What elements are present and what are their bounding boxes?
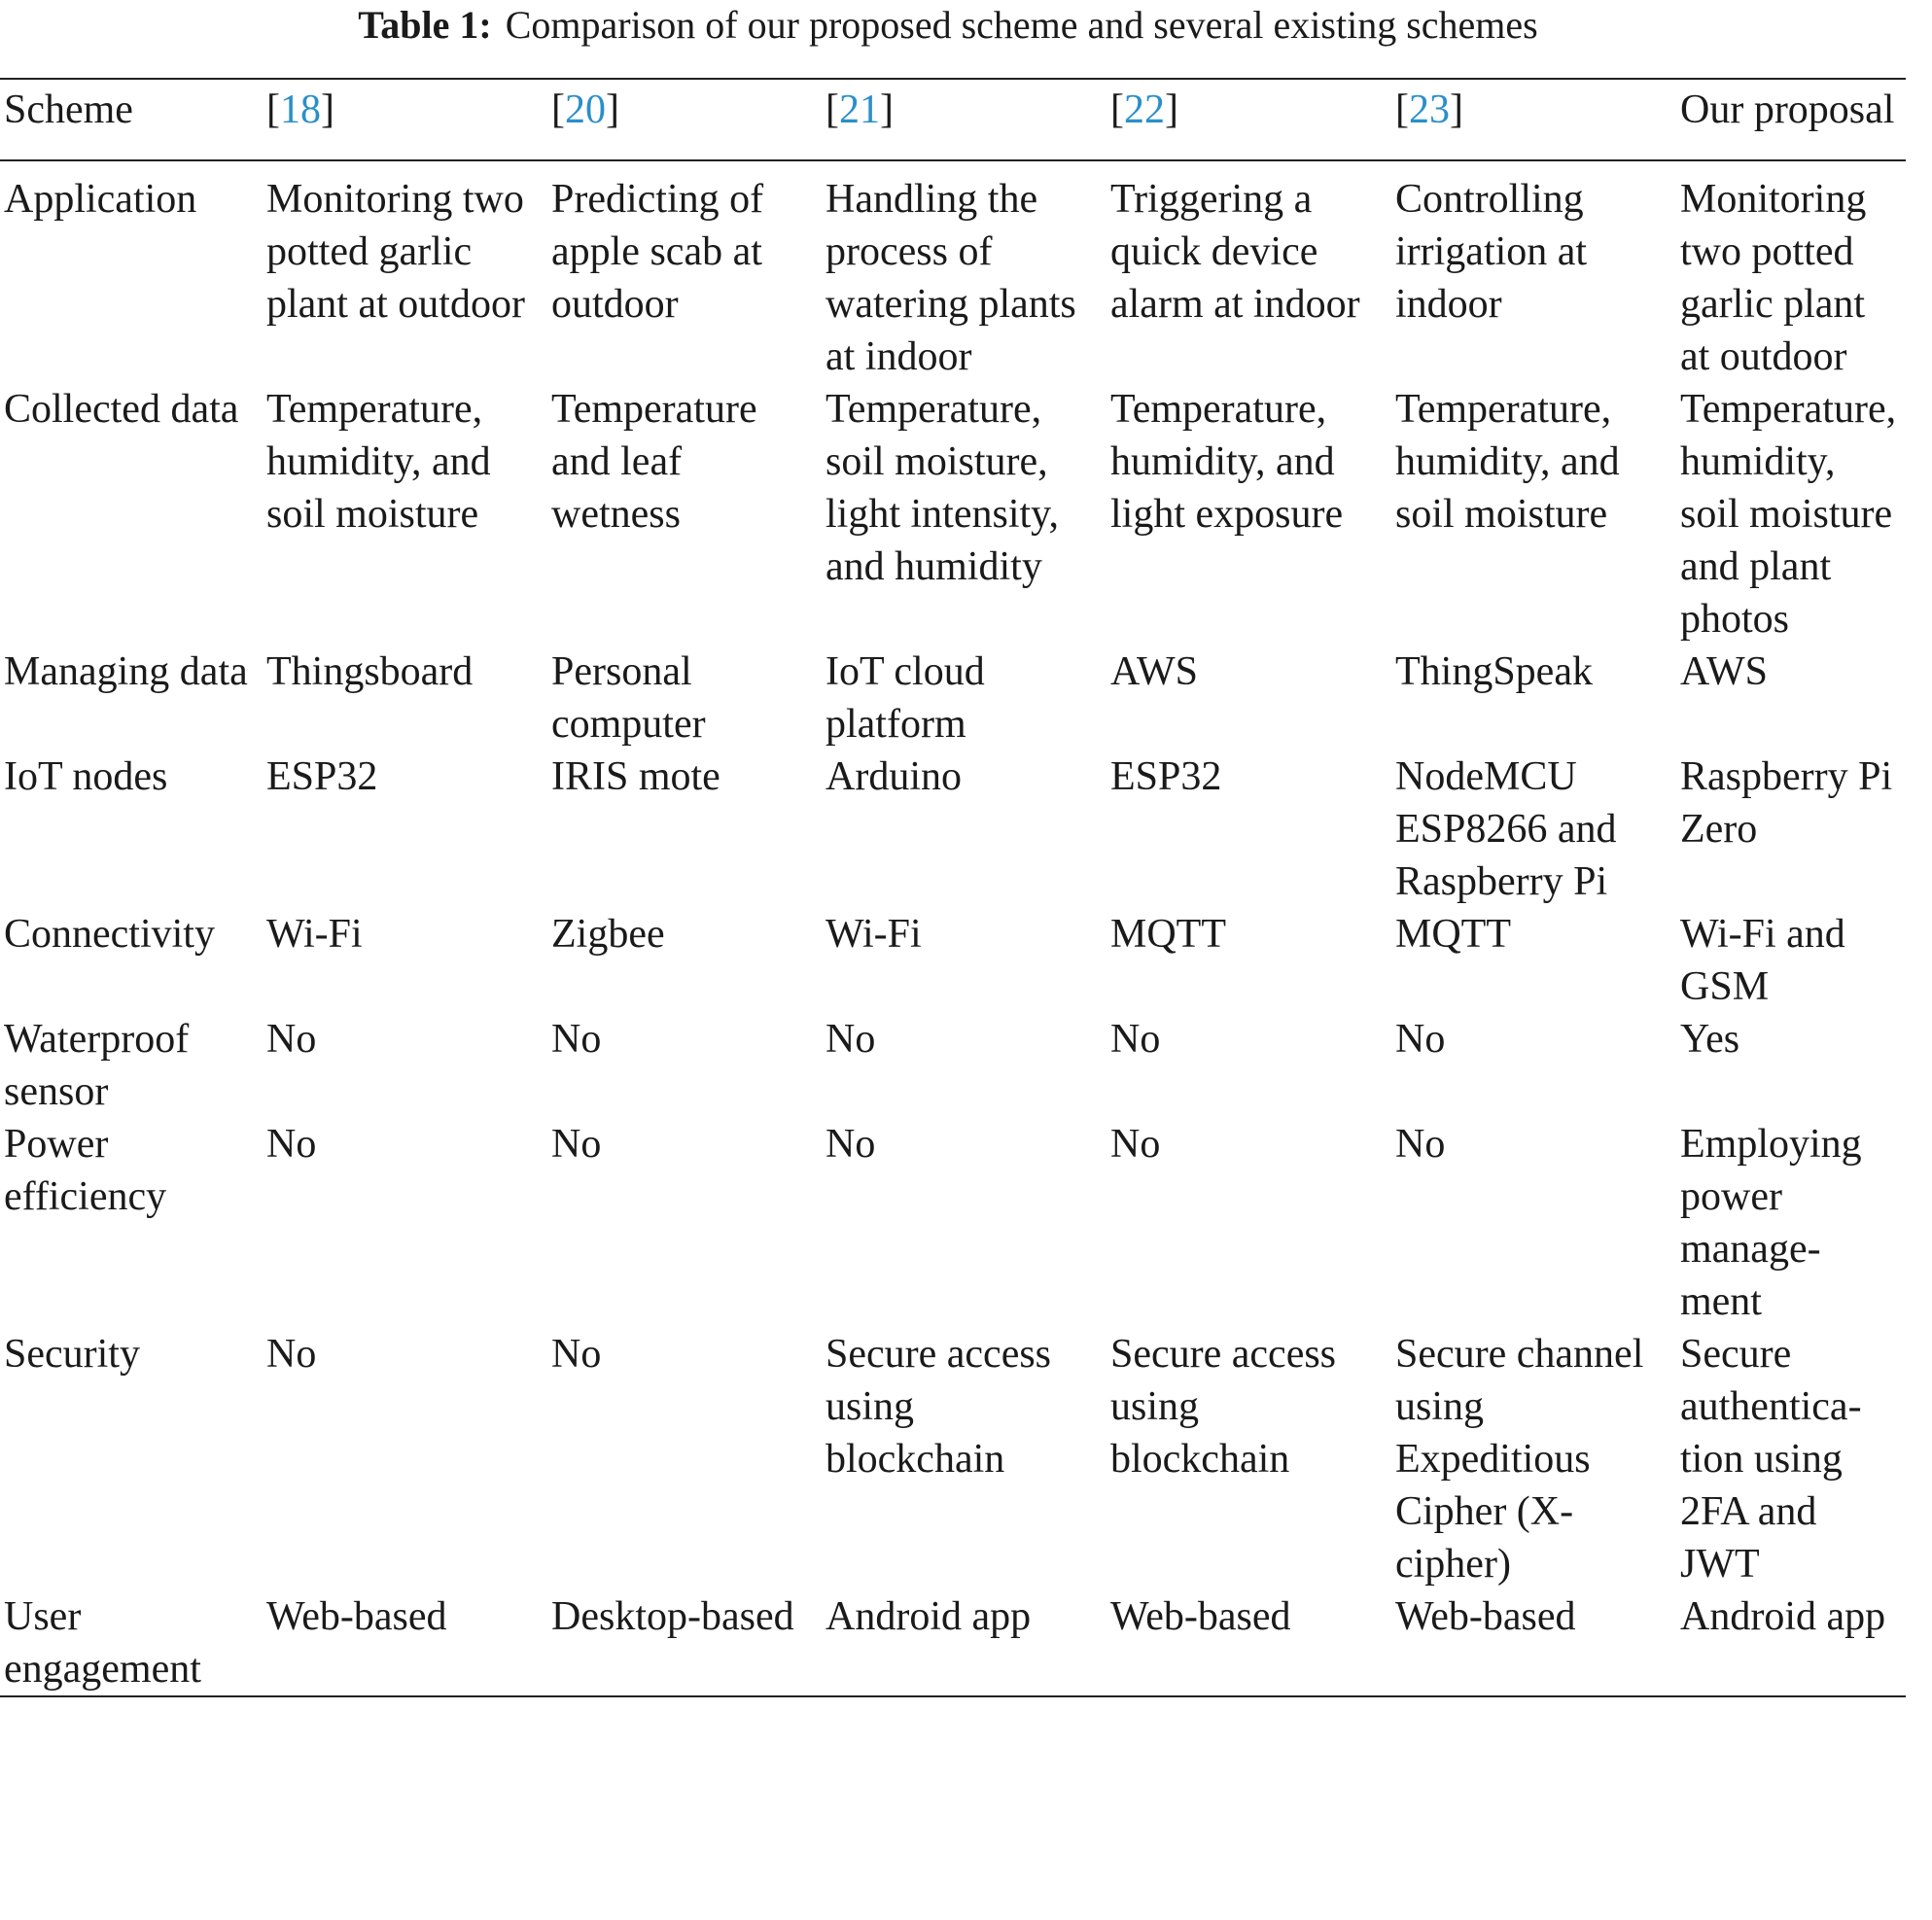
table-cell: No [266,1122,317,1167]
table-cell: ThingSpeak [1395,649,1593,694]
table-cell: No [266,1017,317,1062]
row-label: Managing data [4,649,248,694]
citation-link[interactable]: 23 [1409,87,1450,132]
table-cell: Wi-Fi [266,912,363,957]
header-ref: [22] [1110,87,1178,132]
table-header [0,79,1906,160]
table-cell: Thingsboard [266,649,474,694]
table-cell: Web-based [1110,1594,1291,1639]
citation-link[interactable]: 18 [280,87,321,132]
table-cell: Personal computer [551,649,706,747]
header-ref: [21] [825,87,894,132]
table-cell: MQTT [1110,912,1226,957]
table-cell: No [825,1017,876,1062]
table-cell: IRIS mote [551,754,720,799]
table-cell: Secure channel using Expeditious Cipher (X-cipher) [1395,1332,1644,1587]
table-cell: Android app [825,1594,1032,1639]
table-cell: IoT cloud platform [825,649,985,747]
table-row [0,1118,1906,1328]
table-cell: Temperature, humidity, and soil moisture [266,387,491,537]
table-cell: No [825,1122,876,1167]
table-row [0,646,1906,751]
table-row [0,383,1906,646]
row-label: IoT nodes [4,754,168,799]
table-cell: Wi-Fi [825,912,922,957]
table-cell: AWS [1680,649,1768,694]
table-body [0,160,1906,1696]
table-cell: Secure authentica-tion using 2FA and JWT [1680,1332,1862,1587]
table-cell: Employing power manage-ment [1680,1122,1862,1324]
table-cell: Temperature, soil moisture, light intensity, and humidity [825,387,1059,589]
table-cell: Temperature, humidity, and soil moisture [1395,387,1620,537]
table-cell: MQTT [1395,912,1511,957]
table-cell: NodeMCU ESP8266 and Raspberry Pi [1395,754,1617,904]
table-cell: No [1110,1017,1161,1062]
table-cell: Web-based [266,1594,447,1639]
header-ref: [20] [551,87,619,132]
table-cell: Monitoring two potted garlic plant at outdoor [1680,177,1867,379]
row-label: Connectivity [4,912,215,957]
table-cell: No [551,1122,602,1167]
comparison-table [0,78,1906,1697]
table-cell: No [1110,1122,1161,1167]
row-label: Security [4,1332,140,1377]
table-row [0,1013,1906,1118]
table-cell: Web-based [1395,1594,1576,1639]
row-label: Waterproof sensor [4,1017,190,1114]
table-cell: Triggering a quick device alarm at indoor [1110,177,1360,327]
table-caption [0,0,1896,51]
table-cell: AWS [1110,649,1198,694]
row-label: Power efficiency [4,1122,167,1219]
citation-link[interactable]: 21 [839,87,880,132]
table-cell: Temperature, humidity, soil moisture and plant photos [1680,387,1897,642]
row-label: User engagement [4,1594,201,1692]
table-cell: Wi-Fi and GSM [1680,912,1845,1009]
comparison-table-container [0,78,1906,1697]
row-label: Application [4,177,197,222]
table-cell: No [551,1017,602,1062]
table-cell: Monitoring two potted garlic plant at outdoor [266,177,525,327]
table-cell: Predicting of apple scab at outdoor [551,177,764,327]
table-row [0,908,1906,1013]
header-row [0,79,1906,160]
table-row [0,1328,1906,1590]
header-scheme: Scheme [4,87,133,132]
row-label: Collected data [4,387,239,432]
table-cell: Handling the process of watering plants at indoor [825,177,1076,379]
table-row [0,751,1906,908]
citation-link[interactable]: 22 [1124,87,1165,132]
table-cell: Raspberry Pi Zero [1680,754,1893,852]
table-cell: ESP32 [266,754,378,799]
citation-link[interactable]: 20 [565,87,606,132]
table-cell: Arduino [825,754,962,799]
table-row [0,160,1906,383]
table-cell: Android app [1680,1594,1886,1639]
table-cell: ESP32 [1110,754,1222,799]
table-cell: Secure access using blockchain [1110,1332,1337,1482]
table-row [0,1590,1906,1696]
caption-label: Table 1: [358,3,492,47]
table-cell: Controlling irrigation at indoor [1395,177,1588,327]
table-cell: No [266,1332,317,1377]
table-cell: Zigbee [551,912,665,957]
caption-text: Comparison of our proposed scheme and several existing schemes [505,3,1538,47]
table-cell: Yes [1680,1017,1740,1062]
table-cell: No [1395,1122,1446,1167]
header-ref: [23] [1395,87,1463,132]
table-cell: Secure access using blockchain [825,1332,1052,1482]
table-cell: No [551,1332,602,1377]
header-ref: [18] [266,87,334,132]
table-cell: Temperature, humidity, and light exposure [1110,387,1344,537]
table-cell: No [1395,1017,1446,1062]
table-cell: Desktop-based [551,1594,794,1639]
header-our-proposal: Our proposal [1680,87,1895,132]
table-cell: Temperature and leaf wetness [551,387,757,537]
